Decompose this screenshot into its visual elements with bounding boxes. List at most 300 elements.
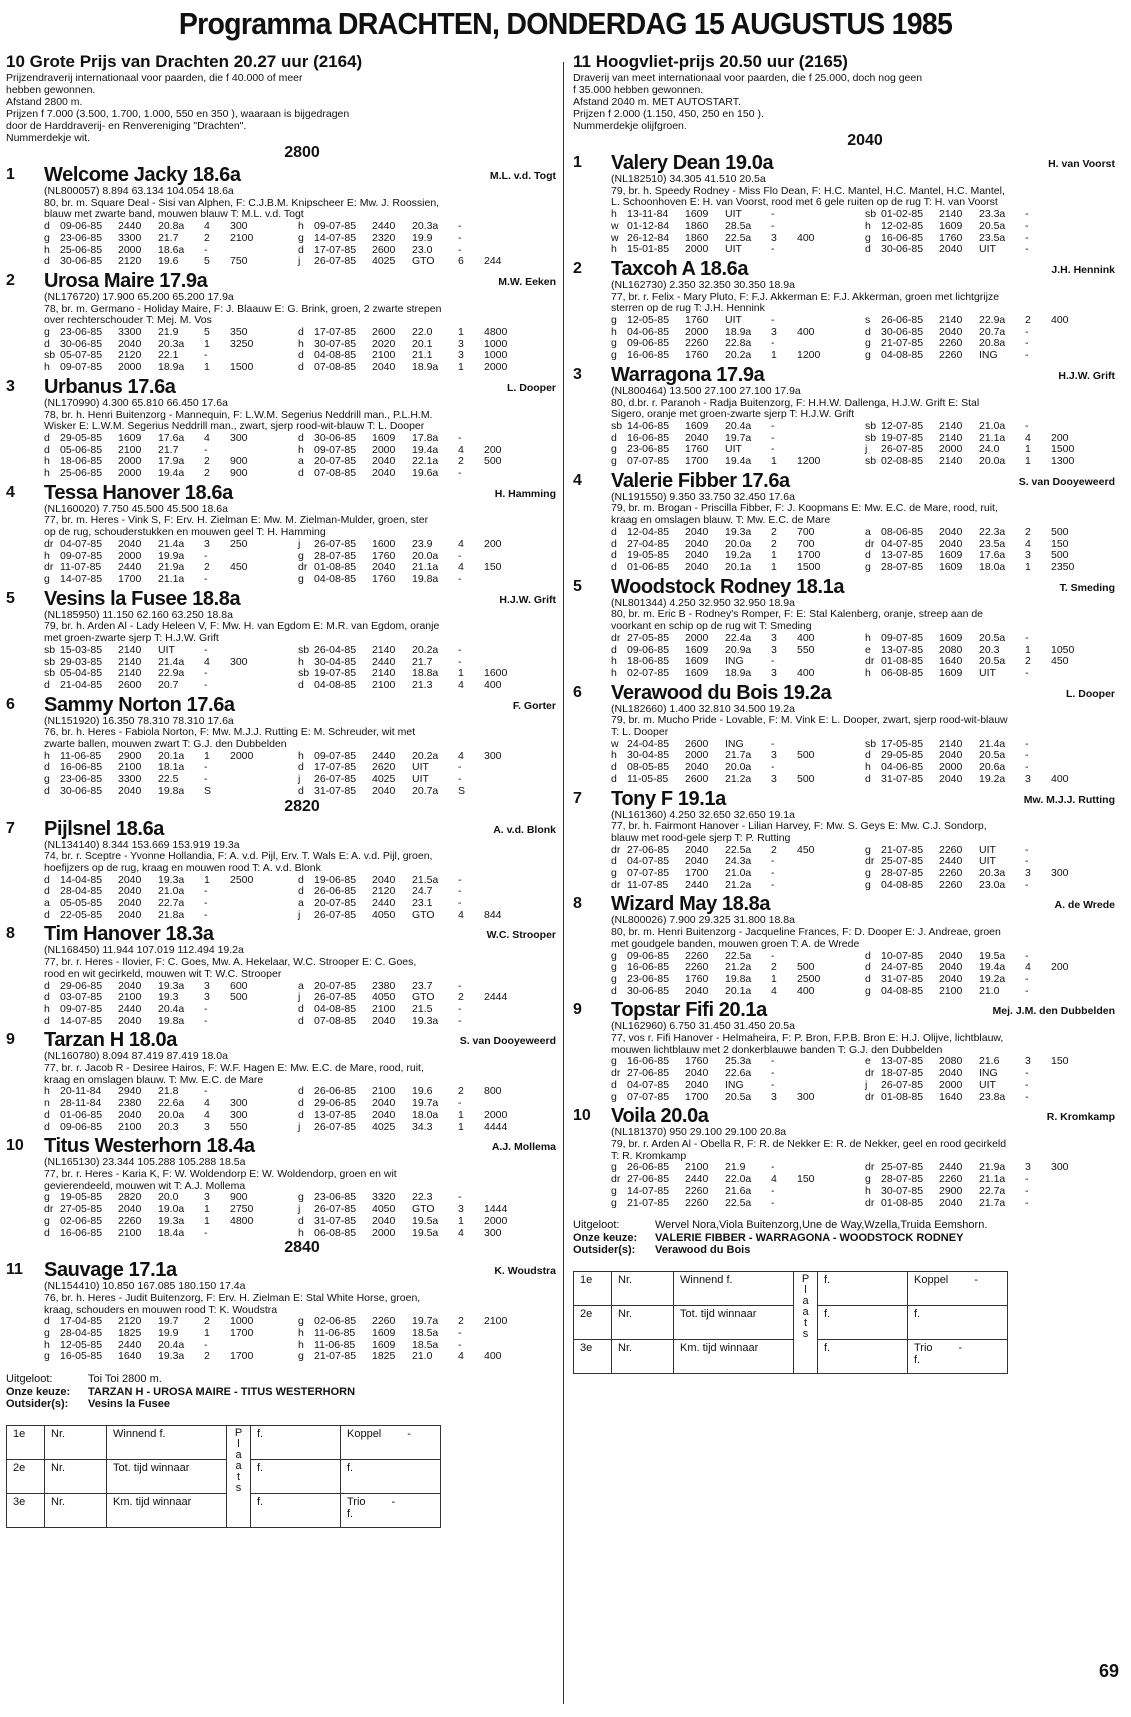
result-cell: 20.6a: [979, 761, 1006, 774]
result-cell: 26-06-85: [314, 1085, 357, 1098]
column-divider: [563, 62, 564, 1704]
result-cell: 21-04-85: [60, 678, 103, 691]
result-cell: 04-08-85: [881, 349, 924, 362]
result-cell: 2260: [118, 1214, 142, 1227]
horse-info-line: met groen-zwarte sjerp T: H.J.W. Grift: [44, 632, 219, 645]
result-cell: 1609: [372, 1338, 396, 1351]
result-cell: n: [44, 1097, 50, 1110]
result-cell: j: [298, 991, 301, 1004]
result-cell: h: [44, 455, 50, 468]
result-cell: dr: [611, 843, 621, 856]
result-cell: 17.6a: [158, 431, 185, 444]
result-cell: 1: [204, 1214, 210, 1227]
result-cell: 1609: [685, 208, 709, 221]
result-cell: d: [298, 1108, 304, 1121]
result-cell: sb: [865, 737, 877, 750]
horse-info-line: 77, br. r. Jacob R - Desiree Hairos, F: W.F. Hagen E: Mw. E.C. de Mare, rood, ruit,: [44, 1062, 424, 1075]
result-cell: h: [298, 220, 304, 233]
result-cell: -: [771, 243, 775, 256]
result-cell: g: [611, 1090, 617, 1103]
horse-header: [6, 818, 558, 840]
plaats-letter: a: [235, 1459, 242, 1472]
horse-info-line: gevierendeeld, mouwen wit T: A.J. Mollema: [44, 1179, 246, 1192]
result-cell: 23.5a: [979, 231, 1006, 244]
result-cell: h: [44, 467, 50, 480]
result-cell: -: [458, 979, 462, 992]
result-cell: 19.4a: [412, 443, 439, 456]
horse-info-line: hoefijzers op de rug, kraag en mouwen rood T: A. v.d. Blonk: [44, 861, 321, 874]
bet-place: 2e: [574, 1305, 612, 1339]
horse-entry: [6, 1029, 558, 1133]
result-cell: 23-06-85: [627, 443, 670, 456]
horse-info-line: 80, br. m. Henri Buitenzorg - Jacqueline Frances, F: D. Dooper E: J. Andreae, groen: [611, 926, 1001, 939]
result-cell: -: [1025, 419, 1029, 432]
result-cell: 30-04-85: [314, 655, 357, 668]
horse-entry: [573, 470, 1117, 574]
horse-driver: A. v.d. Blonk: [493, 823, 556, 836]
result-cell: 2040: [118, 873, 142, 886]
result-cell: 26-07-85: [314, 1203, 357, 1216]
horse-info-line: (NL170990) 4.300 65.810 66.450 17.6a: [44, 396, 228, 409]
horse-info-line: (NL154410) 10.850 167.085 180.150 17.4a: [44, 1280, 246, 1293]
result-cell: 04-08-85: [314, 572, 357, 585]
result-cell: 2040: [118, 537, 142, 550]
result-cell: UIT: [412, 761, 429, 774]
result-cell: 27-06-85: [627, 1067, 670, 1080]
result-cell: -: [458, 873, 462, 886]
result-cell: d: [44, 1108, 50, 1121]
result-cell: 21.5: [412, 1002, 433, 1015]
result-cell: 20.9a: [725, 643, 752, 656]
result-cell: 19.6: [412, 1085, 433, 1098]
result-cell: 2040: [118, 897, 142, 910]
result-cell: g: [44, 1214, 50, 1227]
result-cell: 4025: [372, 1120, 396, 1133]
result-cell: 11-05-85: [627, 772, 669, 785]
result-cell: 26-07-85: [314, 991, 357, 1004]
result-cell: 2100: [372, 1085, 396, 1098]
result-cell: 05-06-85: [60, 443, 103, 456]
outsiders-label: Outsider(s):: [6, 1398, 69, 1411]
result-cell: 20.7a: [412, 784, 439, 797]
result-cell: 20-07-85: [314, 979, 357, 992]
result-cell: 21.4a: [158, 537, 185, 550]
result-cell: g: [865, 560, 871, 573]
result-cell: 19.8a: [725, 972, 752, 985]
result-cell: -: [458, 1002, 462, 1015]
result-cell: h: [44, 1085, 50, 1098]
result-cell: h: [865, 219, 871, 232]
horse-number: 9: [6, 1031, 15, 1049]
result-cell: 2040: [118, 1203, 142, 1216]
drawn-out-value: Toi Toi 2800 m.: [88, 1373, 162, 1386]
result-cell: 2260: [939, 349, 963, 362]
result-cell: d: [298, 873, 304, 886]
result-cell: sb: [44, 349, 56, 362]
horse-name: Vesins la Fusee 18.8a: [44, 587, 241, 610]
result-cell: 1: [771, 549, 777, 562]
bet-amount: f.: [251, 1425, 341, 1459]
result-cell: d: [298, 1085, 304, 1098]
result-cell: 300: [1051, 1161, 1069, 1174]
result-cell: 200: [1051, 431, 1069, 444]
result-cell: 2440: [939, 855, 963, 868]
result-cell: 200: [484, 537, 502, 550]
result-cell: 2320: [372, 231, 396, 244]
bet-row: [7, 1493, 441, 1527]
result-cell: 10-07-85: [881, 949, 924, 962]
result-cell: 05-07-85: [60, 349, 103, 362]
result-cell: 19.6a: [412, 467, 439, 480]
result-cell: -: [771, 431, 775, 444]
result-cell: 550: [797, 643, 815, 656]
result-cell: 2440: [118, 561, 142, 574]
result-cell: 2140: [118, 667, 142, 680]
horse-info-line: 79, br. r. Arden Al - Obella R, F: R. de Nekker E: R. de Nekker, geel en rood gecirkeld: [611, 1138, 1007, 1150]
result-cell: -: [771, 208, 775, 221]
result-cell: sb: [44, 655, 56, 668]
result-cell: 450: [797, 843, 815, 856]
result-cell: 26-06-85: [314, 885, 357, 898]
horse-number: 6: [573, 683, 582, 701]
result-row: [44, 910, 558, 922]
result-cell: dr: [865, 655, 875, 668]
result-cell: 2260: [685, 961, 709, 974]
horse-name: Tessa Hanover 18.6a: [44, 481, 233, 504]
result-cell: 2040: [372, 1214, 396, 1227]
result-row: [44, 468, 558, 480]
horse-entry: [573, 258, 1117, 362]
result-cell: 25-07-85: [881, 1161, 924, 1174]
result-cell: 1: [771, 560, 777, 573]
horse-entry: [6, 482, 558, 586]
result-cell: d: [44, 431, 50, 444]
horse-name: Pijlsnel 18.6a: [44, 817, 165, 840]
result-cell: 2020: [372, 337, 396, 350]
result-cell: d: [298, 361, 304, 374]
bet-nr: Nr.: [612, 1305, 674, 1339]
result-cell: 19.3a: [158, 1214, 185, 1227]
result-cell: 2140: [939, 208, 963, 221]
result-cell: 13-07-85: [881, 643, 924, 656]
result-cell: 22.7a: [979, 1184, 1006, 1197]
result-cell: 1: [458, 326, 464, 339]
result-cell: d: [611, 984, 617, 997]
result-cell: 1760: [685, 443, 709, 456]
result-cell: d: [865, 772, 871, 785]
result-cell: -: [458, 1014, 462, 1027]
result-cell: d: [865, 972, 871, 985]
result-cell: GTO: [412, 255, 435, 268]
result-cell: h: [611, 666, 617, 679]
result-cell: -: [771, 737, 775, 750]
result-cell: 900: [230, 455, 248, 468]
result-cell: 28.5a: [725, 219, 752, 232]
horse-name: Welcome Jacky 18.6a: [44, 164, 241, 186]
drawn-out-line: [573, 1219, 1117, 1232]
result-cell: g: [865, 1173, 871, 1186]
result-cell: 3: [1025, 1161, 1031, 1174]
horse-entry: [573, 999, 1117, 1103]
bet-extra-label: f.: [347, 1461, 354, 1474]
horse-number: 11: [6, 1261, 23, 1279]
result-cell: -: [1025, 231, 1029, 244]
result-cell: 2000: [685, 749, 709, 762]
result-cell: S: [204, 784, 212, 797]
result-cell: 19.5a: [412, 1226, 439, 1239]
result-cell: 2750: [230, 1203, 254, 1216]
result-cell: 06-08-85: [314, 1226, 357, 1239]
result-cell: 26-07-85: [314, 908, 357, 921]
result-cell: g: [611, 1196, 617, 1209]
our-choice-label: Onze keuze:: [573, 1231, 638, 1244]
result-cell: g: [611, 349, 617, 362]
result-cell: 30-06-85: [881, 325, 924, 338]
result-cell: 21.9a: [979, 1161, 1006, 1174]
result-cell: 1200: [797, 349, 821, 362]
horse-name: Topstar Fifi 20.1a: [611, 999, 767, 1022]
result-cell: d: [611, 1078, 617, 1091]
result-cell: 3: [204, 537, 210, 550]
result-cell: 19.9: [158, 1327, 179, 1340]
result-cell: 2040: [372, 873, 396, 886]
result-cell: 20.0a: [412, 549, 439, 562]
result-cell: 2: [1025, 525, 1031, 538]
result-cell: 1700: [685, 455, 709, 468]
horse-info-line: Wisker E: L.W.M. Segerius Neddrill man., zwart, sjerp rood-wit-blauw T: L. Dooper: [44, 420, 425, 433]
result-cell: d: [298, 1214, 304, 1227]
bet-row: [574, 1271, 1008, 1305]
result-cell: d: [44, 784, 50, 797]
horse-info-line: 77, vos r. Fifi Hanover - Helmaheira, F: P. Bron, F.P.B. Bron E: H.J. Olijve, lichtblauw,: [611, 1032, 1004, 1045]
result-cell: 2000: [685, 631, 709, 644]
result-cell: 2040: [939, 972, 963, 985]
result-cell: -: [204, 667, 208, 680]
result-cell: 01-08-85: [881, 1090, 924, 1103]
result-cell: -: [771, 443, 775, 456]
result-cell: 4: [458, 908, 464, 921]
result-cell: d: [611, 537, 617, 550]
result-cell: 2100: [118, 1120, 142, 1133]
result-cell: 29-03-85: [60, 655, 103, 668]
result-cell: UIT: [725, 243, 742, 256]
result-cell: sb: [865, 208, 877, 221]
result-cell: 21.5a: [412, 873, 439, 886]
result-cell: 2440: [118, 1338, 142, 1351]
result-cell: 2040: [939, 1196, 963, 1209]
result-cell: -: [458, 885, 462, 898]
result-cell: 20.1: [412, 337, 433, 350]
result-cell: 2260: [685, 1184, 709, 1197]
result-cell: 07-07-85: [627, 455, 670, 468]
result-cell: 2040: [939, 243, 963, 256]
horse-info-line: (NL182510) 34.305 41.510 20.5a: [611, 173, 766, 185]
result-cell: 1500: [230, 361, 254, 374]
result-cell: d: [44, 443, 50, 456]
result-cell: -: [204, 349, 208, 362]
result-cell: 04-07-85: [881, 537, 924, 550]
horse-number: 2: [6, 271, 15, 289]
result-cell: g: [865, 349, 871, 362]
result-cell: 2140: [939, 314, 963, 327]
result-cell: 06-08-85: [881, 666, 924, 679]
result-cell: -: [458, 1338, 462, 1351]
bet-extra-dash: -: [407, 1427, 411, 1440]
result-cell: a: [865, 525, 871, 538]
result-cell: 22.8a: [725, 337, 752, 350]
result-cell: 04-08-85: [314, 678, 357, 691]
result-cell: d: [865, 325, 871, 338]
result-cell: 2440: [372, 749, 396, 762]
result-cell: 18-06-85: [60, 455, 103, 468]
result-cell: 22.3a: [979, 525, 1006, 538]
result-cell: 2: [204, 1350, 210, 1363]
result-cell: 1300: [1051, 455, 1075, 468]
result-cell: 1760: [685, 972, 709, 985]
result-cell: g: [611, 972, 617, 985]
result-cell: S: [458, 784, 466, 797]
result-cell: 14-04-85: [60, 873, 103, 886]
result-cell: 1600: [484, 667, 508, 680]
result-cell: 09-06-85: [627, 337, 670, 350]
result-row: [44, 1122, 558, 1134]
result-cell: 5: [204, 326, 210, 339]
result-cell: 1700: [230, 1350, 254, 1363]
race-title: 11 Hoogvliet-prijs 20.50 uur (2165): [573, 52, 848, 71]
result-cell: UIT: [979, 243, 996, 256]
result-cell: 1: [1025, 643, 1031, 656]
result-cell: 22.5a: [725, 231, 752, 244]
result-row: [44, 1351, 558, 1363]
result-cell: 1500: [797, 560, 821, 573]
result-cell: 29-05-85: [881, 749, 924, 762]
our-choice-value: VALERIE FIBBER - WARRAGONA - WOODSTOCK RODNEY: [655, 1231, 964, 1244]
result-row: [44, 233, 558, 245]
result-cell: 14-07-85: [60, 1014, 103, 1027]
result-cell: 30-06-85: [627, 984, 670, 997]
result-cell: 21.1a: [979, 431, 1006, 444]
result-cell: -: [1025, 1184, 1029, 1197]
result-cell: 1: [1025, 443, 1031, 456]
drawn-out-label: Uitgeloot:: [573, 1219, 620, 1232]
race-description-line: Nummerdekje wit.: [6, 132, 91, 144]
result-cell: 2040: [118, 1108, 142, 1121]
horse-number: 8: [573, 895, 582, 913]
result-cell: 18.0a: [412, 1108, 439, 1121]
horse-name: Wizard May 18.8a: [611, 893, 771, 916]
result-cell: 16-06-85: [881, 231, 924, 244]
result-cell: 2: [204, 1315, 210, 1328]
result-cell: d: [298, 761, 304, 774]
horse-info-line: (NL168450) 11.944 107.019 112.494 19.2a: [44, 944, 244, 957]
result-cell: 22.6a: [725, 1067, 752, 1080]
result-cell: 2260: [372, 1315, 396, 1328]
result-cell: 23.9: [412, 537, 433, 550]
bet-label: Tot. tijd winnaar: [107, 1459, 227, 1493]
horse-number: 10: [6, 1137, 24, 1155]
result-cell: 13-07-85: [314, 1108, 357, 1121]
result-cell: j: [298, 537, 301, 550]
result-cell: j: [298, 1120, 301, 1133]
result-cell: 19.6: [158, 255, 179, 268]
result-cell: -: [458, 431, 462, 444]
bet-extra-label: Koppel: [347, 1427, 382, 1440]
result-cell: -: [458, 572, 462, 585]
result-cell: 1825: [372, 1350, 396, 1363]
result-cell: 30-07-85: [881, 1184, 924, 1197]
result-cell: 250: [230, 537, 248, 550]
result-cell: -: [458, 655, 462, 668]
result-cell: 21.4a: [158, 655, 185, 668]
bet-amount: f.: [818, 1305, 908, 1339]
result-cell: 4050: [372, 991, 396, 1004]
horse-name: Verawood du Bois 19.2a: [611, 681, 832, 704]
result-cell: 2040: [372, 467, 396, 480]
result-row: [44, 1328, 558, 1340]
result-cell: h: [298, 337, 304, 350]
result-cell: dr: [865, 537, 875, 550]
result-cell: -: [771, 1161, 775, 1174]
plaats-letter: a: [802, 1294, 809, 1307]
result-cell: 01-12-84: [627, 219, 670, 232]
result-cell: 1: [771, 972, 777, 985]
result-cell: 26-06-85: [881, 314, 924, 327]
result-cell: 2040: [372, 1108, 396, 1121]
result-cell: UIT: [725, 443, 742, 456]
result-cell: 4: [458, 1226, 464, 1239]
result-cell: -: [1025, 1067, 1029, 1080]
result-cell: 800: [484, 1085, 502, 1098]
result-cell: j: [298, 255, 301, 268]
horse-driver: T. Smeding: [1059, 581, 1115, 594]
result-cell: 2040: [372, 1014, 396, 1027]
result-cell: 20.5a: [979, 749, 1006, 762]
result-row: [44, 1228, 558, 1240]
drawn-out-line: [6, 1373, 558, 1386]
result-cell: 4: [1025, 431, 1031, 444]
result-cell: d: [44, 979, 50, 992]
result-cell: -: [204, 885, 208, 898]
result-cell: 3: [204, 991, 210, 1004]
bet-extra-label: Koppel: [914, 1273, 949, 1286]
result-cell: g: [44, 1327, 50, 1340]
result-cell: 20.3: [158, 1120, 179, 1133]
result-cell: 500: [797, 961, 815, 974]
result-cell: 21.1: [412, 349, 433, 362]
result-cell: 26-07-85: [881, 443, 924, 456]
result-cell: g: [611, 1161, 617, 1174]
result-cell: 19.4a: [725, 455, 752, 468]
result-cell: g: [44, 572, 50, 585]
horse-header: [6, 1029, 558, 1051]
horse-info-line: mouwen lichtblauw met 2 donkerblauwe banden T: G.J. den Dubbelden: [611, 1043, 943, 1056]
result-row: [611, 880, 1117, 892]
horse-info-line: 77, br. m. Heres - Vink S, F: Erv. H. Zielman E: Mw. M. Zielman-Mulder, groen, ster: [44, 514, 429, 527]
result-row: [611, 633, 1117, 645]
result-cell: 19.7a: [725, 431, 752, 444]
result-cell: 26-12-84: [627, 231, 670, 244]
result-cell: 2040: [685, 843, 709, 856]
result-cell: ING: [725, 737, 744, 750]
result-cell: 08-06-85: [881, 525, 924, 538]
result-cell: 28-04-85: [60, 1327, 103, 1340]
result-cell: 09-06-85: [627, 643, 670, 656]
result-cell: d: [865, 961, 871, 974]
result-cell: 2000: [939, 761, 963, 774]
result-cell: d: [298, 1097, 304, 1110]
result-cell: ING: [979, 349, 998, 362]
plaats-letter: a: [802, 1305, 809, 1318]
